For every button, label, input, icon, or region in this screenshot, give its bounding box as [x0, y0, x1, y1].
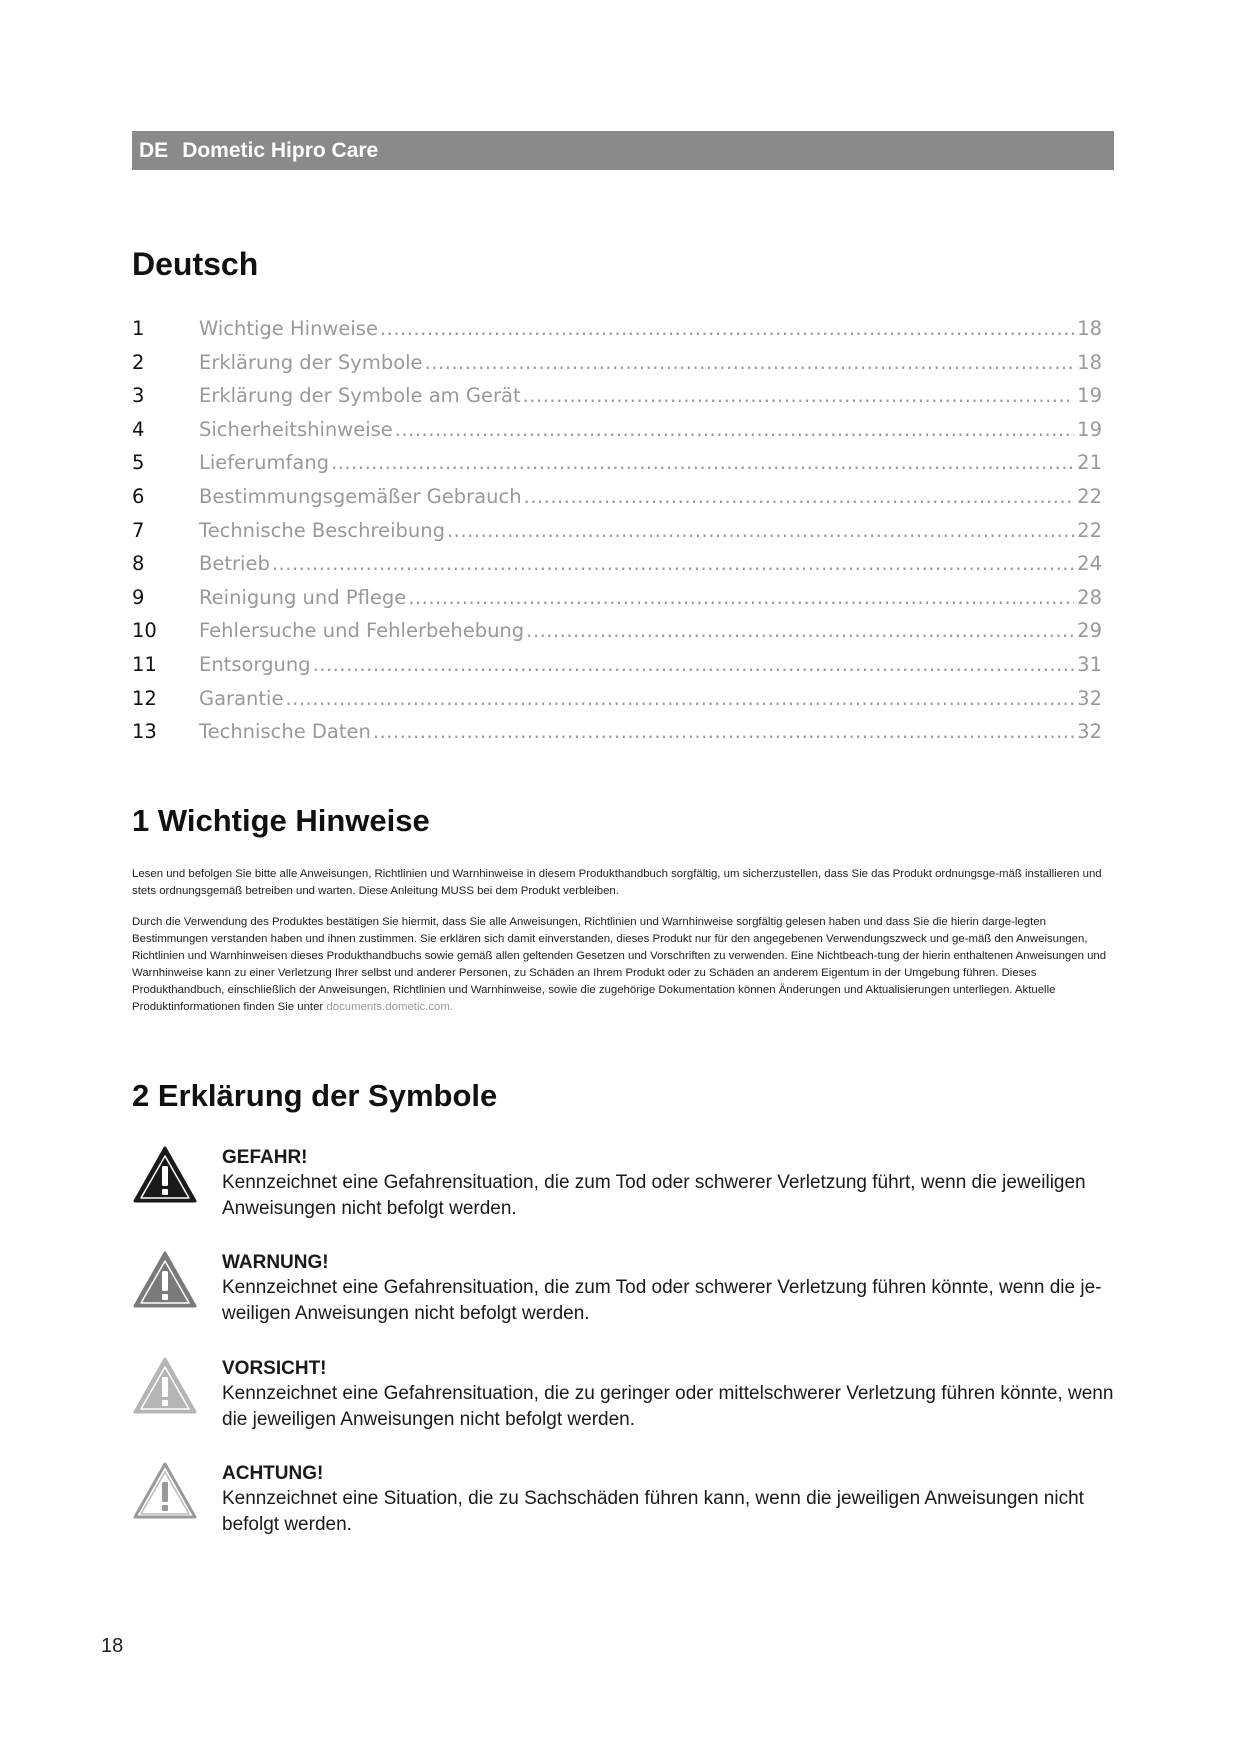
symbol-text — [222, 1145, 1114, 1222]
section-2-title: 2 Erklärung der Symbole — [132, 1078, 498, 1113]
toc-leader-dots — [313, 653, 1074, 676]
toc-entry[interactable] — [132, 552, 1102, 586]
toc-leader-dots — [331, 451, 1074, 474]
toc-page-number: 22 — [1077, 518, 1102, 542]
signal-description: Kennzeichnet eine Gefahrensituation, die zu geringer oder mittelschwerer Verletzung führen könnte, wenn die jeweiligen Anweisungen nicht befolgt werden. — [222, 1383, 1114, 1430]
toc-number: 4 — [132, 417, 145, 441]
toc-page-number: 24 — [1077, 552, 1102, 576]
toc-number: 1 — [132, 317, 145, 340]
symbol-text — [222, 1356, 1114, 1433]
toc-page-number: 32 — [1077, 720, 1102, 744]
toc-page-number: 19 — [1077, 384, 1102, 408]
warning-triangle-icon — [132, 1250, 222, 1327]
toc-leader-dots — [523, 384, 1074, 407]
toc-entry[interactable] — [132, 351, 1102, 385]
toc-title: Bestimmungsgemäßer Gebrauch — [199, 484, 522, 508]
toc-leader-dots — [526, 619, 1074, 642]
toc-number: 13 — [132, 720, 157, 744]
toc-number: 8 — [132, 552, 145, 576]
warning-triangle-icon — [132, 1461, 222, 1538]
toc-page-number: 32 — [1077, 686, 1102, 710]
toc-leader-dots — [272, 552, 1074, 575]
section-1-paragraph-2-text: Durch die Verwendung des Produktes bestätigen Sie hiermit, dass Sie alle Anweisungen, Richtlinien und Warnhinweise sorgfältig gelesen haben und dass Sie die hierin darge-legten Bestimmungen verstanden haben und ihnen zustimmen. Sie erklären sich damit einverstanden, dieses Produkt nur für den angegebenen Verwendungszweck und ge-mäß den Anweisungen, Richtlinien und Warnhinweisen dieses Produkthandbuchs sowie gemäß allen geltenden Gesetzen und Vorschriften zu verwenden. Eine Nichtbeach-tung der hierin enthaltenen Anweisungen und Warnhinweise kann zu einer Verletzung Ihrer selbst und anderer Personen, zu Schäden an Ihrem Produkt oder zu Schäden an anderem Eigentum in der Umgebung führen. Dieses Produkthandbuch, einschließlich der Anweisungen, Richtlinien und Warnhinweise, sowie die zugehörige Dokumentation können Änderungen und Aktualisierungen unterliegen. Aktuelle Produktinformationen finden Sie unter — [132, 916, 1107, 1013]
toc-number: 11 — [132, 652, 157, 676]
toc-leader-dots — [285, 687, 1074, 710]
toc-page-number: 31 — [1077, 652, 1102, 676]
toc-number: 10 — [132, 619, 157, 643]
toc-leader-dots — [380, 317, 1074, 340]
warning-triangle-icon — [132, 1356, 222, 1433]
toc-entry[interactable] — [132, 384, 1102, 418]
section-1-paragraph-2 — [132, 914, 1114, 1016]
symbol-entry — [132, 1250, 1114, 1327]
signal-description: Kennzeichnet eine Gefahrensituation, die zum Tod oder schwerer Verletzung führen könnte, wenn die je-weiligen Anweisungen nicht befolgt werden. — [222, 1277, 1102, 1324]
header-bar — [132, 131, 1114, 170]
symbol-text — [222, 1250, 1114, 1327]
toc-entry[interactable] — [132, 485, 1102, 519]
page-title: Deutsch — [132, 246, 259, 282]
signal-description: Kennzeichnet eine Gefahrensituation, die zum Tod oder schwerer Verletzung führt, wenn die jeweiligen Anweisungen nicht befolgt werden. — [222, 1172, 1086, 1219]
toc-entry[interactable] — [132, 418, 1102, 452]
toc-title: Sicherheitshinweise — [199, 417, 393, 441]
toc-number: 3 — [132, 384, 145, 408]
toc-title: Betrieb — [199, 552, 270, 576]
toc-entry[interactable] — [132, 653, 1102, 687]
toc-leader-dots — [425, 351, 1074, 374]
symbol-entry — [132, 1145, 1114, 1222]
toc-title: Technische Daten — [199, 720, 371, 744]
toc-entry[interactable] — [132, 619, 1102, 653]
toc-entry[interactable] — [132, 720, 1102, 754]
toc-title: Technische Beschreibung — [199, 518, 445, 542]
documents-link[interactable]: documents.dometic.com. — [326, 1001, 454, 1013]
toc-leader-dots — [373, 720, 1074, 743]
toc-entry[interactable] — [132, 317, 1102, 351]
toc-page-number: 18 — [1077, 350, 1102, 374]
toc-entry[interactable] — [132, 687, 1102, 721]
signal-description: Kennzeichnet eine Situation, die zu Sachschäden führen kann, wenn die jeweiligen Anweisungen nicht befolgt werden. — [222, 1488, 1084, 1535]
signal-word: GEFAHR! — [222, 1147, 308, 1168]
toc-number: 12 — [132, 686, 157, 710]
language-code: DE — [139, 138, 169, 162]
toc-leader-dots — [524, 485, 1074, 508]
toc-leader-dots — [447, 519, 1074, 542]
toc-page-number: 18 — [1077, 317, 1102, 340]
toc-number: 5 — [132, 451, 145, 475]
toc-title: Lieferumfang — [199, 451, 330, 475]
toc-page-number: 19 — [1077, 417, 1102, 441]
page-number: 18 — [101, 1635, 124, 1657]
toc-number: 7 — [132, 518, 145, 542]
toc-number: 6 — [132, 484, 145, 508]
toc-title: Erklärung der Symbole — [199, 350, 423, 374]
toc-title: Entsorgung — [199, 652, 311, 676]
section-1-paragraph-1: Lesen und befolgen Sie bitte alle Anweisungen, Richtlinien und Warnhinweise in diesem Produkthandbuch sorgfältig, um sicherzustellen, dass Sie das Produkt ordnungsge-mäß installieren und stets ordnungsgemäß betreiben und warten. Diese Anleitung MUSS bei dem Produkt verbleiben. — [132, 868, 1102, 897]
toc-entry[interactable] — [132, 586, 1102, 620]
toc-page-number: 21 — [1077, 451, 1102, 475]
toc-title: Garantie — [199, 686, 284, 710]
symbol-entry — [132, 1461, 1114, 1538]
toc-page-number: 28 — [1077, 585, 1102, 609]
symbol-text — [222, 1461, 1114, 1538]
toc-page-number: 29 — [1077, 619, 1102, 643]
signal-word: VORSICHT! — [222, 1358, 327, 1379]
toc-leader-dots — [408, 586, 1074, 609]
toc-number: 2 — [132, 350, 145, 374]
toc-entry[interactable] — [132, 519, 1102, 553]
signal-word: ACHTUNG! — [222, 1463, 324, 1484]
toc-leader-dots — [395, 418, 1074, 441]
toc-entry[interactable] — [132, 451, 1102, 485]
product-title: Dometic Hipro Care — [182, 138, 379, 162]
signal-word: WARNUNG! — [222, 1252, 329, 1273]
toc-title: Wichtige Hinweise — [199, 317, 378, 340]
symbol-entry — [132, 1356, 1114, 1433]
table-of-contents — [132, 317, 1102, 754]
toc-title: Erklärung der Symbole am Gerät — [199, 384, 521, 408]
toc-page-number: 22 — [1077, 484, 1102, 508]
toc-number: 9 — [132, 585, 145, 609]
section-1-title: 1 Wichtige Hinweise — [132, 803, 430, 838]
warning-triangle-icon — [132, 1145, 222, 1222]
toc-title: Fehlersuche und Fehlerbehebung — [199, 619, 525, 643]
toc-title: Reinigung und Pflege — [199, 585, 407, 609]
